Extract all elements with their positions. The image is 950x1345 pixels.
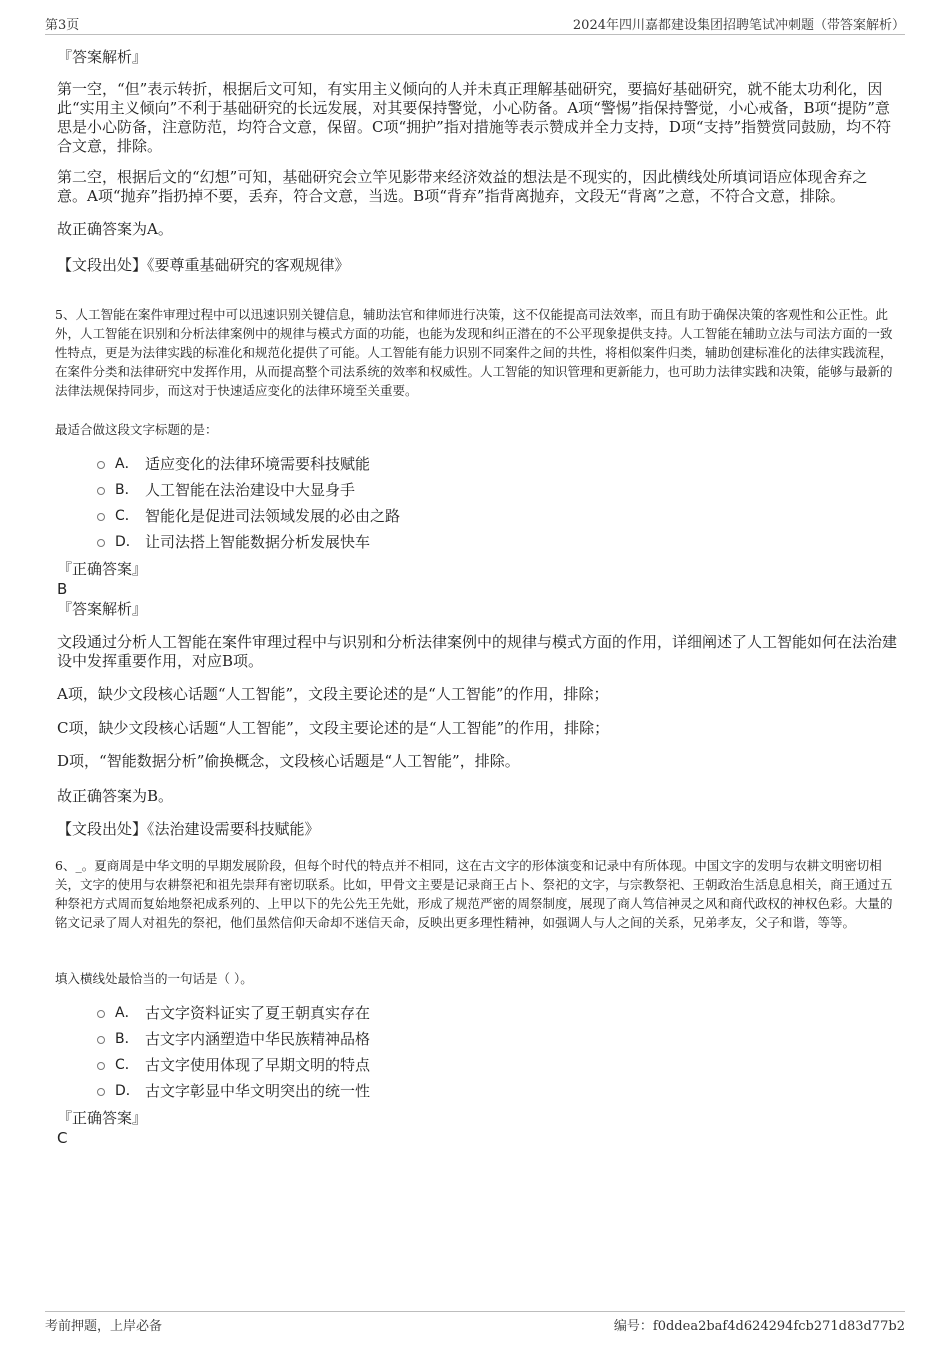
option-letter: C．: [115, 1057, 139, 1073]
document-id: 编号：f0ddea2baf4d624294fcb271d83d77b2: [613, 1319, 905, 1334]
q5-option-a[interactable]: [97, 455, 370, 473]
radio-icon[interactable]: [97, 1062, 105, 1070]
q5-analysis-label: 『答案解析』: [57, 600, 148, 618]
radio-icon[interactable]: [97, 1088, 105, 1096]
option-text: 适应变化的法律环境需要科技赋能: [145, 455, 371, 473]
page-header: [45, 14, 905, 35]
q6-option-a[interactable]: [97, 1004, 370, 1022]
q6-answer: C: [57, 1129, 68, 1147]
q4-analysis-p2: 第二空，根据后文的“幻想”可知，基础研究会立竿见影带来经济效益的想法是不现实的，因此横线处所填词语应体现舍弃之意。A项“抛弃”指扔掉不要，丢弃，符合文意，当选。B项“背弃”指背离抛弃，文段无“背离”之意，不符合文意，排除。: [57, 168, 868, 205]
q5-source: 【文段出处】《法治建设需要科技赋能》: [57, 820, 320, 838]
radio-icon[interactable]: [97, 461, 105, 469]
q5-answer-label: 『正确答案』: [57, 560, 148, 578]
q6-option-d[interactable]: [97, 1082, 370, 1100]
footer-slogan: 考前押题，上岸必备: [45, 1319, 163, 1334]
q6-option-b[interactable]: [97, 1030, 370, 1048]
option-text: 古文字内涵塑造中华民族精神品格: [145, 1030, 371, 1048]
q4-analysis-conclusion: 故正确答案为A。: [57, 220, 173, 238]
q5-analysis-p2: A项，缺少文段核心话题“人工智能”，文段主要论述的是“人工智能”的作用，排除；: [57, 685, 609, 703]
option-text: 智能化是促进司法领域发展的必由之路: [145, 507, 401, 525]
option-letter: A．: [115, 1005, 139, 1021]
q6-question: 填入横线处最恰当的一句话是（ ）。: [55, 971, 253, 986]
option-letter: A．: [115, 456, 139, 472]
radio-icon[interactable]: [97, 539, 105, 547]
q5-option-b[interactable]: [97, 481, 355, 499]
q6-stem: 6、_。夏商周是中华文明的早期发展阶段，但每个时代的特点并不相同，这在古文字的形体演变和记录中有所体现。中国文字的发明与农耕文明密切相关，文字的使用与农耕祭祀和祖先崇拜有密切联系。比如，甲骨文主要是记录商王占卜、祭祀的文字，与宗教祭祀、王朝政治生活息息相关，商王通过五种祭祀方式周而复始地祭祀成系列的、上甲以下的先公先王先妣，形成了规范严密的周祭制度，展现了商人笃信神灵之风和商代政权的神权色彩。大量的铭文记录了周人对祖先的祭祀，他们虽然信仰天命却不迷信天命，反映出更多理性精神，如强调人与人之间的关系，兄弟孝友，父子和谐，等等。: [55, 858, 893, 930]
q5-analysis-p3: C项，缺少文段核心话题“人工智能”，文段主要论述的是“人工智能”的作用，排除；: [57, 719, 610, 737]
document-title: 2024年四川嘉都建设集团招聘笔试冲刺题（带答案解析）: [572, 18, 905, 33]
q4-source: 【文段出处】《要尊重基础研究的客观规律》: [57, 256, 350, 274]
q5-answer: B: [57, 580, 68, 598]
q6-option-c[interactable]: [97, 1056, 370, 1074]
page-number: 第3页: [45, 18, 80, 33]
q5-question: 最适合做这段文字标题的是：: [55, 422, 218, 437]
option-text: 让司法搭上智能数据分析发展快车: [145, 533, 371, 551]
option-text: 古文字彰显中华文明突出的统一性: [145, 1082, 371, 1100]
q4-analysis-p1: 第一空，“但”表示转折，根据后文可知，有实用主义倾向的人并未真正理解基础研究，要搞好基础研究，就不能太功利化，因此“实用主义倾向”不利于基础研究的长远发展，对其要保持警觉，小心防备。A项“警惕”指保持警觉，小心戒备，B项“提防”意思是小心防备，注意防范，均符合文意，保留。C项“拥护”指对措施等表示赞成并全力支持，D项“支持”指赞赏同鼓励，均不符合文意，排除。: [57, 80, 892, 155]
radio-icon[interactable]: [97, 1010, 105, 1018]
q6-answer-label: 『正确答案』: [57, 1109, 148, 1127]
radio-icon[interactable]: [97, 513, 105, 521]
option-letter: D．: [115, 534, 140, 550]
page-footer: [45, 1311, 905, 1336]
option-text: 古文字使用体现了早期文明的特点: [145, 1056, 371, 1074]
option-letter: B．: [115, 1031, 139, 1047]
option-letter: B．: [115, 482, 139, 498]
option-text: 人工智能在法治建设中大显身手: [145, 481, 356, 499]
q5-option-c[interactable]: [97, 507, 400, 525]
q5-stem: 5、人工智能在案件审理过程中可以迅速识别关键信息，辅助法官和律师进行决策，这不仅能提高司法效率，而且有助于确保决策的客观性和公正性。此外，人工智能在识别和分析法律案例中的规律与模式方面的功能，也能为发现和纠正潜在的不公平现象提供支持。人工智能在辅助立法与司法方面的一致性特点，更是为法律实践的标准化和规范化提供了可能。人工智能有能力识别不同案件之间的共性，将相似案件归类，辅助创建标准化的法律实践流程，在案件分类和法律研究中发挥作用，从而提高整个司法系统的效率和权威性。人工智能的知识管理和更新能力，也可助力法律实践和决策，能够与最新的法律法规保持同步，而这对于快速适应变化的法律环境至关重要。: [55, 307, 893, 398]
q4-analysis-label: 『答案解析』: [57, 48, 148, 66]
option-text: 古文字资料证实了夏王朝真实存在: [145, 1004, 371, 1022]
option-letter: D．: [115, 1083, 140, 1099]
option-letter: C．: [115, 508, 139, 524]
radio-icon[interactable]: [97, 1036, 105, 1044]
q5-analysis-p4: D项，“智能数据分析”偷换概念，文段核心话题是“人工智能”，排除。: [57, 752, 520, 770]
q5-analysis-p1: 文段通过分析人工智能在案件审理过程中与识别和分析法律案例中的规律与模式方面的作用，详细阐述了人工智能如何在法治建设中发挥重要作用，对应B项。: [57, 633, 898, 670]
q5-option-d[interactable]: [97, 533, 370, 551]
radio-icon[interactable]: [97, 487, 105, 495]
q5-analysis-conclusion: 故正确答案为B。: [57, 787, 174, 805]
